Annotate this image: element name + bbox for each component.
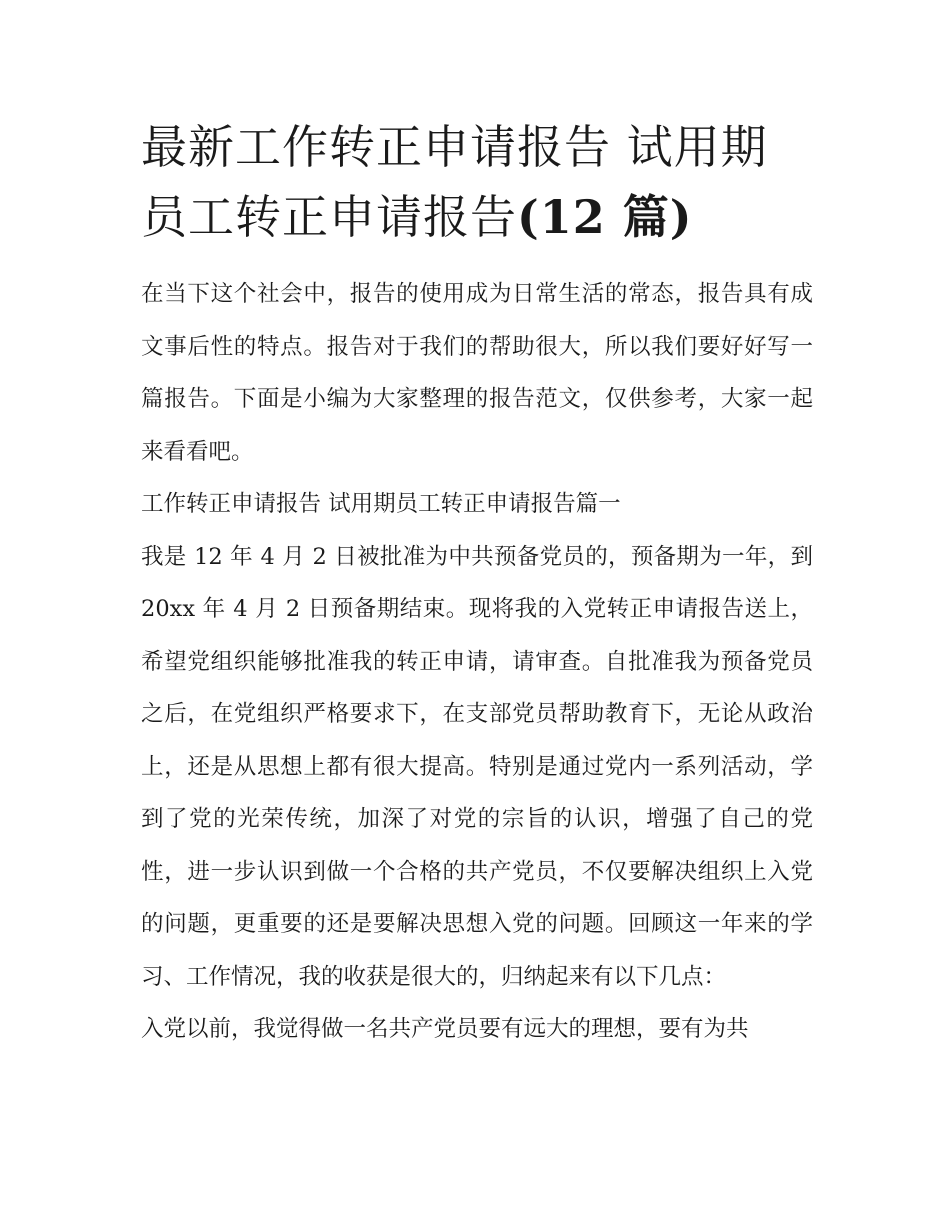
body-paragraph: 我是 12 年 4 月 2 日被批准为中共预备党员的，预备期为一年，到 20xx 年 4 月 2 日预备期结束。现将我的入党转正申请报告送上，希望党组织能够批准我的转正申请，请审查。自批准我为预备党员之后，在党组织严格要求下，在支部党员帮助教育下，无论从政治上，还是从思想上都有很大提高。特别是通过党内一系列活动，学到了党的光荣传统，加深了对党的宗旨的认识，增强了自己的党性，进一步认识到做一个合格的共产党员，不仅要解决组织上入党的问题，更重要的还是要解决思想入党的问题。回顾这一年来的学习、工作情况，我的收获是很大的，归纳起来有以下几点： <box>141 543 813 990</box>
document-body <box>141 268 813 1056</box>
document-title-count: (12 篇) <box>517 190 693 244</box>
intro-paragraph: 在当下这个社会中，报告的使用成为日常生活的常态，报告具有成文事后性的特点。报告对于我们的帮助很大，所以我们要好好写一篇报告。下面是小编为大家整理的报告范文，仅供参考，大家一起来看看吧。 <box>141 281 813 465</box>
document-page <box>141 112 813 1056</box>
section-heading: 工作转正申请报告 试用期员工转正申请报告篇一 <box>141 491 621 517</box>
document-title-main: 最新工作转正申请报告 试用期员工转正申请报告 <box>141 120 768 244</box>
body-paragraph-continued: 入党以前，我觉得做一名共产党员要有远大的理想，要有为共 <box>141 1016 749 1042</box>
document-title <box>141 112 813 252</box>
